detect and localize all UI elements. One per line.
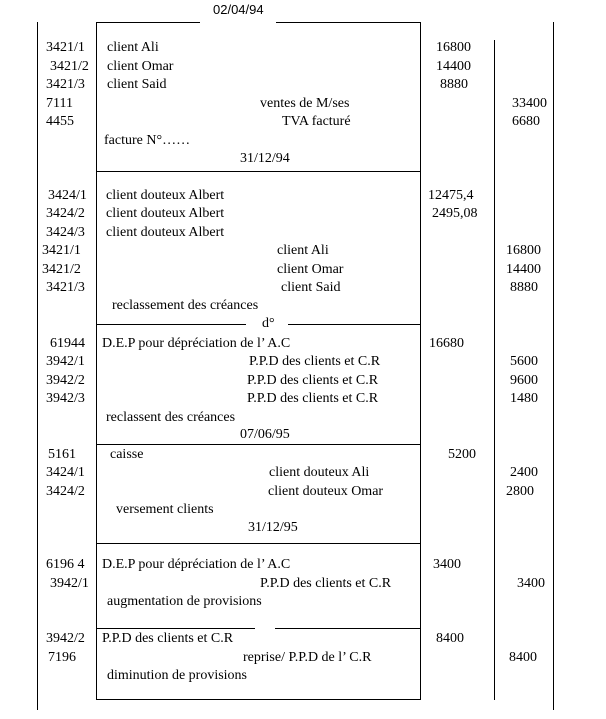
credit-amount: 16800 (506, 243, 541, 258)
separator-do-right (288, 324, 420, 325)
line-label: D.E.P pour dépréciation de l’ A.C (102, 336, 291, 351)
narration: augmentation de provisions (107, 594, 262, 609)
line-label: client douteux Omar (268, 484, 384, 499)
debit-amount: 16800 (436, 40, 471, 55)
account-code: 3424/1 (46, 465, 85, 480)
credit-amount: 1480 (510, 391, 538, 406)
account-code: 7111 (46, 96, 73, 111)
debit-amount: 14400 (436, 59, 471, 74)
separator-do-left (96, 324, 246, 325)
credit-amount: 8400 (509, 650, 537, 665)
separator-last-left (96, 628, 255, 629)
line-label: client douteux Albert (106, 188, 225, 203)
account-code: 5161 (48, 447, 76, 462)
entry-date: d° (262, 316, 275, 331)
debit-amount: 8400 (436, 631, 464, 646)
line-label: TVA facturé (282, 114, 351, 129)
narration: diminution de provisions (107, 668, 247, 683)
account-code: 4455 (46, 114, 74, 129)
account-code: 61944 (50, 336, 85, 351)
account-code: 3421/1 (46, 40, 85, 55)
line-label: P.P.D des clients et C.R (247, 373, 379, 388)
account-code: 3421/3 (46, 280, 85, 295)
account-code: 3421/3 (46, 77, 85, 92)
separator-07-06-95 (96, 444, 420, 445)
debit-amount: 2495,08 (432, 206, 478, 221)
line-label: reprise/ P.P.D de l’ C.R (243, 650, 372, 665)
credit-amount: 33400 (512, 96, 547, 111)
top-separator-left (96, 22, 200, 23)
credit-amount: 9600 (510, 373, 538, 388)
account-code: 3424/1 (48, 188, 87, 203)
label-column-left-line (96, 22, 97, 700)
line-label: P.P.D des clients et C.R (260, 576, 392, 591)
line-label: ventes de M/ses (260, 96, 350, 111)
credit-amount: 14400 (506, 262, 541, 277)
line-label: client douteux Albert (106, 206, 225, 221)
account-code: 6196 4 (46, 557, 85, 572)
separator-last-right (275, 628, 420, 629)
entry-date: 07/06/95 (240, 427, 290, 442)
narration: reclassent des créances (106, 410, 236, 425)
debit-amount: 5200 (448, 447, 476, 462)
debit-column-right-line (494, 40, 495, 700)
line-label: client douteux Albert (106, 225, 225, 240)
label-column-right-line (420, 22, 421, 700)
narration: versement clients (116, 502, 214, 517)
line-label: client Said (107, 77, 167, 92)
account-code: 3421/2 (42, 262, 81, 277)
account-code: 3424/2 (46, 206, 85, 221)
account-code: 3942/1 (50, 576, 89, 591)
line-label: client Ali (107, 40, 159, 55)
line-label: client Omar (107, 59, 174, 74)
account-code: 3421/1 (42, 243, 81, 258)
line-label: D.E.P pour dépréciation de l’ A.C (102, 557, 291, 572)
entry-date: 31/12/95 (248, 520, 298, 535)
debit-amount: 3400 (433, 557, 461, 572)
line-label: client Said (281, 280, 341, 295)
credit-amount: 5600 (510, 354, 538, 369)
left-margin-line (37, 22, 38, 710)
account-code: 3421/2 (50, 59, 89, 74)
line-label: client Ali (277, 243, 329, 258)
credit-amount: 6680 (512, 114, 540, 129)
account-code: 3424/2 (46, 484, 85, 499)
line-label: caisse (110, 447, 144, 462)
line-label: client douteux Ali (269, 465, 370, 480)
account-code: 3942/2 (46, 373, 85, 388)
debit-amount: 12475,4 (428, 188, 474, 203)
line-label: client Omar (277, 262, 344, 277)
top-separator-right (276, 22, 420, 23)
line-label: P.P.D des clients et C.R (247, 391, 379, 406)
credit-amount: 2800 (506, 484, 534, 499)
credit-amount: 8880 (510, 280, 538, 295)
debit-amount: 16680 (429, 336, 464, 351)
debit-amount: 8880 (440, 77, 468, 92)
line-label: P.P.D des clients et C.R (102, 631, 234, 646)
account-code: 3942/1 (46, 354, 85, 369)
entry-date: 02/04/94 (213, 2, 264, 17)
right-margin-line (553, 22, 554, 710)
line-label: P.P.D des clients et C.R (249, 354, 381, 369)
account-code: 3424/3 (46, 225, 85, 240)
entry-date: 31/12/94 (240, 151, 290, 166)
account-code: 3942/2 (46, 631, 85, 646)
bottom-rule (96, 699, 420, 700)
credit-amount: 3400 (517, 576, 545, 591)
narration: reclassement des créances (112, 298, 259, 313)
account-code: 3942/3 (46, 391, 85, 406)
credit-amount: 2400 (510, 465, 538, 480)
account-code: 7196 (48, 650, 76, 665)
narration: facture N°…… (104, 133, 191, 148)
separator-31-12-94 (96, 171, 420, 172)
separator-31-12-95 (96, 543, 420, 544)
